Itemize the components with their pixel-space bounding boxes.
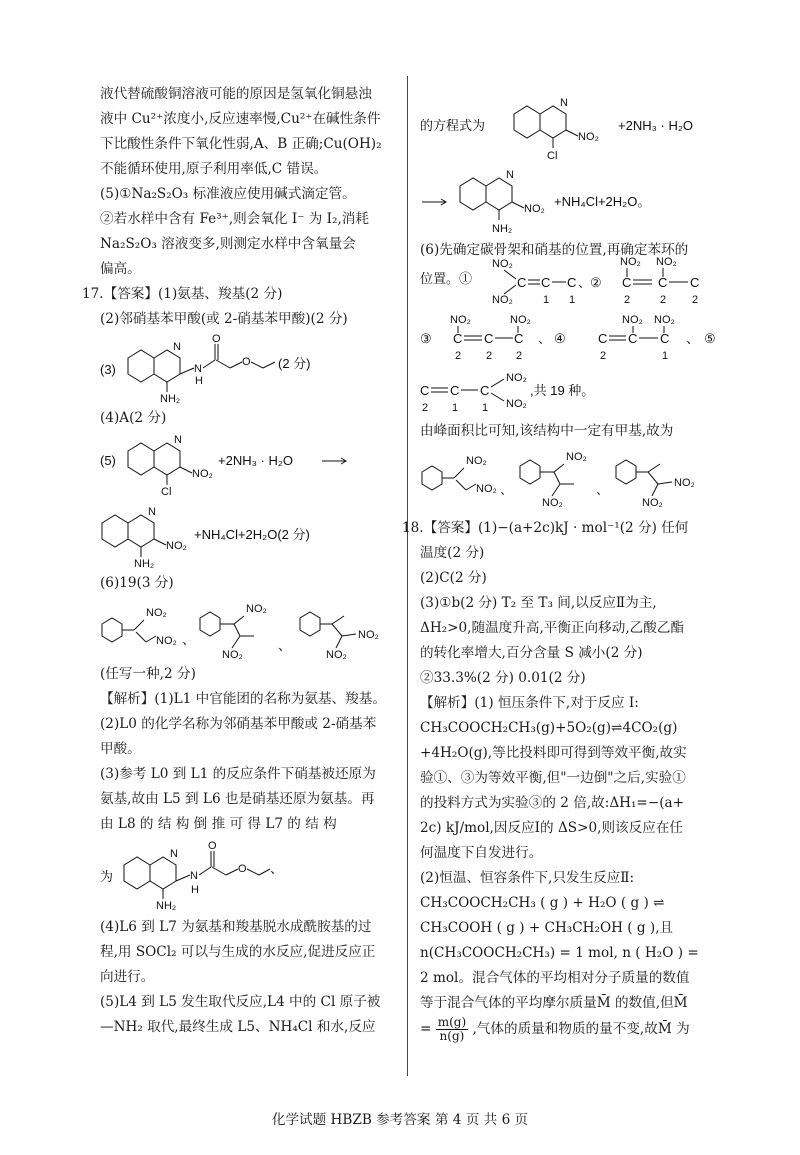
- svg-text:C: C: [622, 275, 632, 290]
- svg-text:NO₂: NO₂: [222, 649, 243, 661]
- structure-eq-product: [420, 164, 725, 238]
- text-line: —NH₂ 取代,最终生成 L5、NH₄Cl 和水,反应: [100, 1019, 376, 1035]
- text-line: 等于混合气体的平均摩尔质量M̄ 的数值,但M̄: [420, 995, 688, 1011]
- text-line: 下比酸性条件下氧化性弱,A、B 正确;Cu(OH)₂: [100, 136, 382, 152]
- svg-text:N: N: [174, 434, 182, 446]
- svg-text:C: C: [690, 275, 700, 290]
- text-line: (4)A(2 分): [100, 410, 167, 426]
- svg-text:2: 2: [600, 350, 607, 362]
- text-line: +4H₂O(g),等比投料即可得到等效平衡,故实: [420, 745, 687, 761]
- equals-sign: =: [420, 1021, 432, 1037]
- right-column: [402, 92, 725, 1048]
- text-line: (5)①Na₂S₂O₃ 标准液应使用碱式滴定管。: [100, 186, 356, 202]
- text-line: 向进行。: [100, 969, 155, 985]
- left-column: [82, 82, 395, 1040]
- svg-text:N: N: [190, 870, 198, 882]
- svg-text:NO₂: NO₂: [642, 497, 663, 509]
- svg-text:2: 2: [486, 350, 493, 362]
- text-line: ΔH₂>0,随温度升高,平衡正向移动,乙酸乙酯: [420, 620, 685, 636]
- svg-text:④: ④: [554, 331, 566, 346]
- fraction: [436, 1016, 468, 1043]
- svg-text:(5): (5): [100, 453, 116, 468]
- structure-q17-3: [100, 332, 395, 406]
- svg-text:2: 2: [516, 350, 523, 362]
- text-line: 温度(2 分): [420, 545, 485, 561]
- svg-text:NO₂: NO₂: [524, 203, 545, 215]
- svg-text:O: O: [238, 863, 247, 875]
- text-line: 的投料方式为实验③的 2 倍,故:ΔH₁=−(a+: [420, 795, 685, 811]
- svg-text:Cl: Cl: [161, 486, 172, 498]
- svg-text:NH₂: NH₂: [160, 393, 181, 405]
- text-line: 偏高。: [100, 261, 141, 277]
- svg-text:C: C: [541, 275, 551, 290]
- svg-text:N: N: [560, 97, 568, 109]
- text-line: 程,用 SOCl₂ 可以与生成的水反应,促进反应正: [100, 944, 376, 960]
- svg-text:1: 1: [543, 294, 550, 306]
- svg-text:NO₂: NO₂: [476, 483, 497, 495]
- fraction-denominator: n(g): [439, 1029, 465, 1043]
- svg-text:NO₂: NO₂: [166, 540, 187, 552]
- svg-text:的方程式为: 的方程式为: [420, 118, 486, 133]
- svg-text:NO₂: NO₂: [578, 131, 599, 143]
- svg-text:②: ②: [590, 275, 602, 290]
- svg-text:NO₂: NO₂: [326, 649, 347, 661]
- svg-text:C: C: [628, 331, 638, 346]
- text-line: CH₃COOH ( g ) + CH₃CH₂OH ( g ),且: [420, 920, 674, 936]
- svg-text:Cl: Cl: [547, 150, 558, 162]
- svg-text:C: C: [598, 331, 608, 346]
- svg-text:+2NH₃ · H₂O: +2NH₃ · H₂O: [218, 453, 293, 468]
- svg-text:NH₂: NH₂: [134, 558, 155, 570]
- svg-text:NO₂: NO₂: [192, 468, 213, 480]
- svg-text:NO₂: NO₂: [506, 398, 527, 410]
- svg-text:N: N: [506, 169, 514, 181]
- structure-skeleton-3-4-5: [420, 313, 725, 369]
- svg-text:、: 、: [270, 861, 284, 876]
- text-line: (2)C(2 分): [420, 570, 487, 586]
- svg-text:H: H: [195, 375, 203, 387]
- q17-answer-heading: 17.【答案】(1)氨基、羧基(2 分): [82, 286, 283, 302]
- svg-text:NO₂: NO₂: [620, 257, 641, 268]
- q18-answer-heading: 18.【答案】(1)−(a+2c)kJ · mol⁻¹(2 分) 任何: [402, 520, 689, 536]
- svg-text:C: C: [480, 383, 490, 398]
- svg-text:NO₂: NO₂: [622, 314, 643, 326]
- svg-text:+NH₄Cl+2H₂O(2 分): +NH₄Cl+2H₂O(2 分): [194, 527, 310, 542]
- svg-text:N: N: [194, 363, 202, 375]
- svg-text:+2NH₃ · H₂O: +2NH₃ · H₂O: [618, 118, 693, 133]
- text-line: 的转化率增大,百分含量 S 减小(2 分): [420, 645, 643, 661]
- svg-text:O: O: [212, 333, 221, 345]
- structure-eq-reactant: [420, 92, 725, 164]
- svg-text:NO₂: NO₂: [450, 314, 471, 326]
- svg-text:NH₂: NH₂: [156, 900, 177, 912]
- svg-text:NO₂: NO₂: [656, 257, 677, 268]
- svg-text:C: C: [567, 275, 577, 290]
- svg-text:C: C: [484, 331, 494, 346]
- svg-text:C: C: [660, 331, 670, 346]
- structure-answers: [420, 444, 725, 516]
- svg-text:NO₂: NO₂: [566, 451, 587, 463]
- svg-text:1: 1: [569, 294, 576, 306]
- text-line: Na₂S₂O₃ 溶液变多,则测定水样中含氧量会: [100, 236, 356, 252]
- svg-text:C: C: [420, 383, 430, 398]
- structure-q17-5-product: [100, 501, 395, 571]
- text-line: CH₃COOCH₂CH₃ ( g ) + H₂O ( g ) ⇌: [420, 895, 665, 911]
- svg-text:C: C: [514, 331, 524, 346]
- text-line: 液中 Cu²⁺浓度小,反应速率慢,Cu²⁺在碱性条件: [100, 111, 381, 127]
- svg-text:NO₂: NO₂: [156, 635, 177, 647]
- text-line: (6)19(3 分): [100, 575, 174, 591]
- svg-text:NO₂: NO₂: [146, 607, 167, 619]
- svg-text:2: 2: [455, 350, 462, 362]
- text-line: 氨基,故由 L5 到 L6 也是硝基还原为氨基。再: [100, 791, 375, 807]
- svg-text:C: C: [453, 331, 463, 346]
- svg-text:NO₂: NO₂: [654, 314, 675, 326]
- text-line: ②33.3%(2 分) 0.01(2 分): [420, 670, 586, 686]
- svg-text:、: 、: [686, 331, 700, 346]
- text-line: (2)邻硝基苯甲酸(或 2-硝基苯甲酸)(2 分): [100, 311, 348, 327]
- svg-text:2: 2: [624, 294, 631, 306]
- svg-text:2: 2: [422, 402, 429, 414]
- svg-text:NO₂: NO₂: [246, 603, 267, 615]
- fraction-line: [420, 1016, 725, 1048]
- svg-text:N: N: [148, 506, 156, 518]
- svg-text:NO₂: NO₂: [466, 455, 487, 467]
- text-line: n(CH₃COOCH₂CH₃) = 1 mol, n ( H₂O ) =: [420, 945, 699, 961]
- svg-text:为: 为: [100, 869, 114, 884]
- text-line: 由 L8 的 结 构 倒 推 可 得 L7 的 结 构: [100, 816, 337, 832]
- svg-text:N: N: [170, 848, 178, 860]
- text-line: 由峰面积比可知,该结构中一定有甲基,故为: [420, 423, 674, 439]
- svg-text:NH₂: NH₂: [492, 223, 513, 235]
- structure-skeleton-5: [420, 369, 725, 419]
- text-line: 验①、③为等效平衡,但"一边倒"之后,实验①: [420, 770, 686, 786]
- svg-text:C: C: [658, 275, 668, 290]
- text-line: (2)恒温、恒容条件下,只发生反应Ⅱ:: [420, 870, 635, 886]
- structure-q17-5-reactant: [100, 431, 395, 501]
- svg-text:N: N: [173, 341, 181, 353]
- text-line: ②若水样中含有 Fe³⁺,则会氧化 I⁻ 为 I₂,消耗: [100, 211, 369, 227]
- svg-text:、: 、: [182, 632, 196, 647]
- svg-text:C: C: [450, 383, 460, 398]
- svg-text:NO₂: NO₂: [492, 258, 513, 270]
- text-line: (任写一种,2 分): [100, 666, 196, 682]
- svg-text:H: H: [191, 884, 199, 896]
- structure-skeleton-1-2: [420, 257, 725, 313]
- svg-text:、: 、: [500, 482, 514, 497]
- svg-text:、: 、: [578, 275, 592, 290]
- svg-text:NO₂: NO₂: [510, 314, 531, 326]
- svg-text:、: 、: [596, 482, 610, 497]
- text-line: 何温度下自发进行。: [420, 845, 543, 861]
- svg-text:1: 1: [452, 402, 459, 414]
- text-line: (2)L0 的化学名称为邻硝基苯甲酸或 2-硝基苯: [100, 716, 377, 732]
- text-line: (5)L4 到 L5 发生取代反应,L4 中的 Cl 原子被: [100, 994, 381, 1010]
- text-line: (6)先确定碳骨架和硝基的位置,再确定苯环的: [420, 242, 689, 258]
- svg-text:NO₂: NO₂: [542, 497, 563, 509]
- svg-text:2: 2: [692, 294, 699, 306]
- svg-text:(3): (3): [100, 362, 116, 377]
- text-line: 液代替硫酸铜溶液可能的原因是氢氧化铜悬浊: [100, 86, 372, 102]
- text-line: CH₃COOCH₂CH₃(g)+5O₂(g)⇌4CO₂(g): [420, 720, 678, 736]
- text-line: 【解析】(1)L1 中官能团的名称为氨基、羧基。: [100, 691, 386, 707]
- text-line: (4)L6 到 L7 为氨基和羧基脱水成酰胺基的过: [100, 919, 372, 935]
- svg-text:O: O: [242, 356, 251, 368]
- text-line: 2c) kJ/mol,因反应Ⅰ的 ΔS>0,则该反应在任: [420, 820, 684, 836]
- text-line: 2 mol。混合气体的平均相对分子质量的数值: [420, 970, 690, 986]
- svg-text:+NH₄Cl+2H₂O。: +NH₄Cl+2H₂O。: [554, 194, 651, 209]
- svg-text:⑤: ⑤: [704, 331, 716, 346]
- text-line: (3)参考 L0 到 L1 的反应条件下硝基被还原为: [100, 766, 376, 782]
- svg-text:、: 、: [278, 638, 292, 653]
- structure-q17-6-isomers: [100, 596, 395, 662]
- svg-text:O: O: [208, 840, 217, 852]
- fraction-numerator: m(g): [437, 1015, 467, 1029]
- svg-text:NO₂: NO₂: [358, 629, 379, 641]
- svg-text:③: ③: [420, 331, 432, 346]
- text-line: (3)①b(2 分) T₂ 至 T₃ 间,以反应Ⅱ为主,: [420, 595, 657, 611]
- svg-text:1: 1: [482, 402, 489, 414]
- svg-text:位置。①: 位置。①: [420, 271, 473, 286]
- column-divider: [407, 76, 408, 1076]
- svg-text:、: 、: [538, 331, 552, 346]
- svg-text:1: 1: [662, 350, 669, 362]
- svg-text:2: 2: [660, 294, 667, 306]
- structure-l7: [100, 837, 395, 915]
- svg-text:NO₂: NO₂: [674, 477, 695, 489]
- text-line: 甲酸。: [100, 741, 141, 757]
- svg-text:NO₂: NO₂: [506, 372, 527, 384]
- text-line: 【解析】(1) 恒压条件下,对于反应 Ⅰ:: [420, 695, 639, 711]
- page-footer: 化学试题 HBZB 参考答案 第 4 页 共 6 页: [271, 1112, 529, 1128]
- text-line: ,气体的质量和物质的量不变,故M̄ 为: [472, 1021, 690, 1037]
- svg-text:(2 分): (2 分): [278, 356, 311, 371]
- svg-text:,共 19 种。: ,共 19 种。: [530, 383, 595, 398]
- svg-text:C: C: [517, 275, 527, 290]
- text-line: 不能循环使用,原子利用率低,C 错误。: [100, 161, 328, 177]
- svg-text:NO₂: NO₂: [492, 294, 513, 306]
